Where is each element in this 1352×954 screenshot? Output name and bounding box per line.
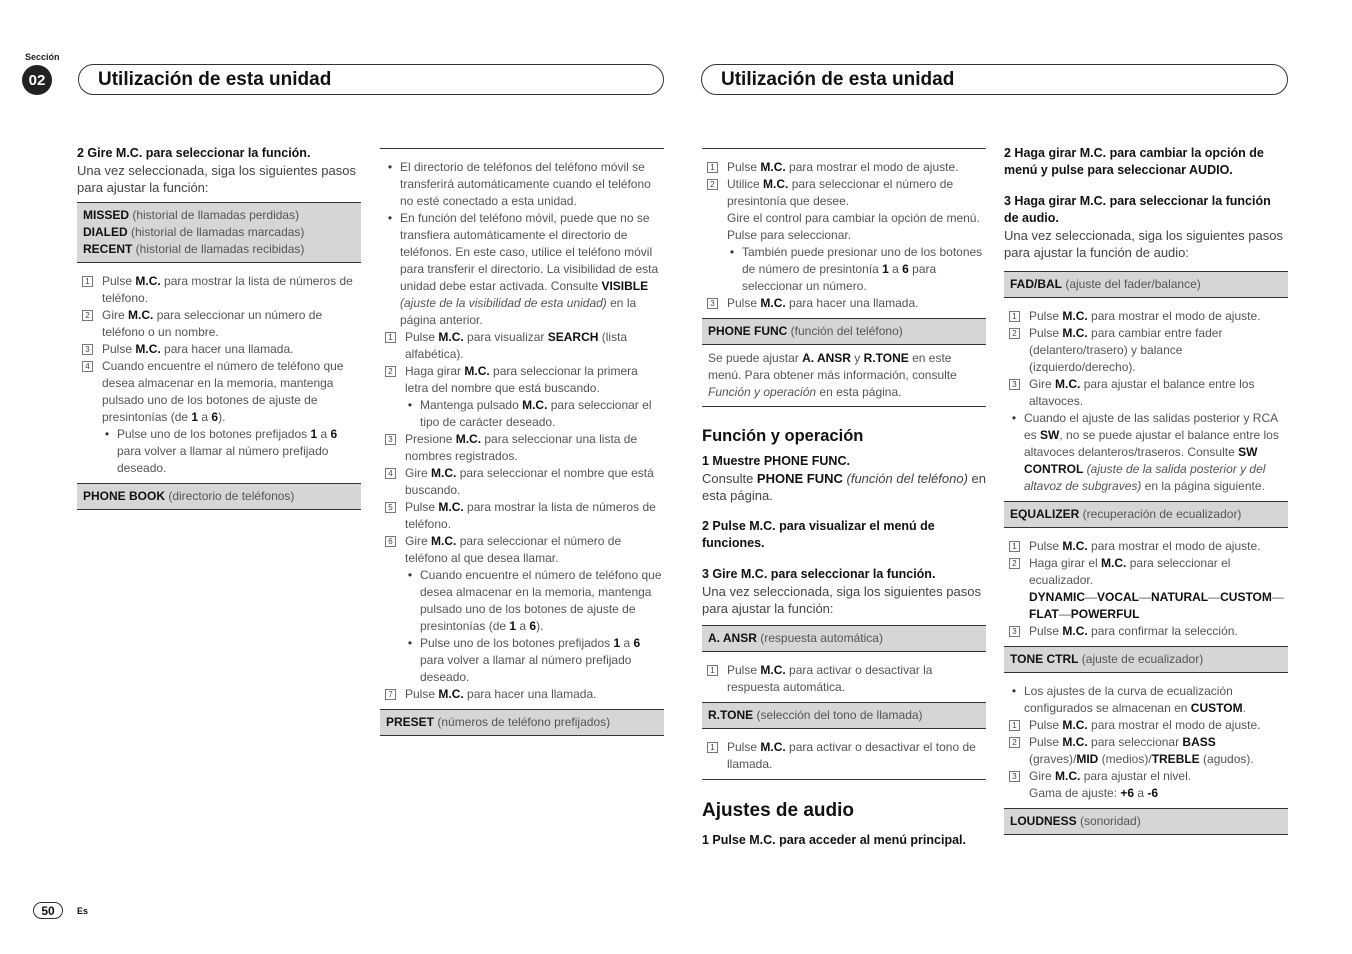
funcion-operacion-heading: Función y operación [702, 427, 864, 445]
preset-box: PRESET (números de teléfono prefijados) [380, 709, 664, 736]
list-item: 3 Pulse M.C. para hacer una llamada. [702, 295, 986, 312]
bullet-item: • Los ajustes de la curva de ecualización configurados se almacenan en CUSTOM. [1011, 684, 1246, 715]
step-2-text: Una vez seleccionada, siga los siguientes pasos para ajustar la función: [77, 163, 356, 195]
list-item: 1 Pulse M.C. para mostrar la lista de números de teléfono. [77, 273, 361, 307]
left-page-title: Utilización de esta unidad [78, 64, 664, 95]
bullet-item: • Mantenga pulsado M.C. para seleccionar el tipo de carácter deseado. [407, 398, 652, 429]
fad-bal-box: FAD/BAL (ajuste del fader/balance) [1004, 271, 1288, 298]
phone-book-box: PHONE BOOK (directorio de teléfonos) [77, 483, 361, 510]
list-item: 2 Pulse M.C. para seleccionar BASS (graves)/MID (medios)/TREBLE (agudos). [1004, 734, 1288, 768]
list-item: 2 Haga girar el M.C. para seleccionar el ecualizador. DYNAMIC—VOCAL—NATURAL—CUSTOM—FLAT—POWERFUL [1004, 555, 1288, 623]
a-step-1-heading: 1 Pulse M.C. para acceder al menú principal. [702, 833, 966, 847]
list-item: 1 Pulse M.C. para activar o desactivar el tono de llamada. [702, 739, 986, 773]
bullet-item: • Pulse uno de los botones prefijados 1 a 6 para volver a llamar al número prefijado deseado. [104, 427, 338, 475]
step-3-heading: 3 Haga girar M.C. para seleccionar la función de audio. [1004, 194, 1271, 225]
section-label: Sección [25, 52, 60, 62]
column-3 [702, 148, 986, 849]
f-step-3-text: Una vez seleccionada, siga los siguientes pasos para ajustar la función: [702, 584, 981, 616]
list-item: 2 Utilice M.C. para seleccionar el número de presintonía que desee. Gire el control para cambiar la opción de menú. Pulse para seleccionar. [702, 176, 986, 244]
list-item: 2 Pulse M.C. para cambiar entre fader (delantero/trasero) y balance (izquierdo/derecho). [1004, 325, 1288, 376]
bullet-item: • El directorio de teléfonos del teléfono móvil se transferirá automáticamente cuando el teléfono no esté conectado a esta unidad. [387, 160, 651, 208]
r-tone-box: R.TONE (selección del tono de llamada) [702, 702, 986, 729]
ajustes-audio-heading: Ajustes de audio [702, 800, 855, 821]
mode-missed: MISSED (historial de llamadas perdidas) [83, 208, 300, 222]
list-item: 3 Gire M.C. para ajustar el balance entre los altavoces. [1004, 376, 1288, 410]
mode-dialed: DIALED (historial de llamadas marcadas) [83, 225, 305, 239]
f-step-3-heading: 3 Gire M.C. para seleccionar la función. [702, 567, 936, 581]
list-item: 3 Gire M.C. para ajustar el nivel. Gama de ajuste: +6 a -6 [1004, 768, 1288, 802]
function-modes-box [77, 202, 361, 263]
phone-func-box: PHONE FUNC (función del teléfono) [702, 318, 986, 345]
list-item: 4 Gire M.C. para seleccionar el nombre que está buscando. [380, 465, 664, 499]
f-step-2-heading: 2 Pulse M.C. para visualizar el menú de funciones. [702, 519, 935, 550]
list-item: 4 Cuando encuentre el número de teléfono que desea almacenar en la memoria, mantenga pulsado uno de los botones de ajuste de presintonías (de 1 a 6). [77, 358, 361, 426]
list-item: 1 Pulse M.C. para mostrar el modo de ajuste. [702, 159, 986, 176]
loudness-box: LOUDNESS (sonoridad) [1004, 808, 1288, 835]
list-item: 6 Gire M.C. para seleccionar el número de teléfono al que desea llamar. [380, 533, 664, 567]
right-page-title: Utilización de esta unidad [701, 64, 1288, 95]
bullet-item: • Pulse uno de los botones prefijados 1 a 6 para volver a llamar al número prefijado deseado. [407, 636, 641, 684]
bullet-item: • También puede presionar uno de los botones de número de presintonía 1 a 6 para seleccionar un número. [729, 245, 983, 293]
step-2-heading: 2 Haga girar M.C. para cambiar la opción de menú y pulse para seleccionar AUDIO. [1004, 146, 1264, 177]
column-1 [77, 145, 361, 510]
list-item: 2 Gire M.C. para seleccionar un número de teléfono o un nombre. [77, 307, 361, 341]
list-item: 1 Pulse M.C. para activar o desactivar la respuesta automática. [702, 662, 986, 696]
step-2-heading: 2 Gire M.C. para seleccionar la función. [77, 146, 311, 160]
list-item: 2 Haga girar M.C. para seleccionar la primera letra del nombre que está buscando. [380, 363, 664, 397]
list-item: 3 Presione M.C. para seleccionar una lista de nombres registrados. [380, 431, 664, 465]
column-4 [1004, 145, 1288, 835]
list-item: 3 Pulse M.C. para confirmar la selección. [1004, 623, 1288, 640]
f-step-1-text: Consulte PHONE FUNC (función del teléfono) en esta página. [702, 471, 986, 503]
a-ansr-box: A. ANSR (respuesta automática) [702, 625, 986, 652]
bullet-item: • En función del teléfono móvil, puede que no se transfiera automáticamente el directorio de teléfonos. En este caso, utilice el teléfono móvil para transferir el directorio. La visibilidad de esta unidad debe estar activada. Consulte VISIBLE (ajuste de la visibilidad de esta unidad) en la página anterior. [387, 211, 659, 327]
list-item: 1 Pulse M.C. para mostrar el modo de ajuste. [1004, 308, 1288, 325]
list-item: 7 Pulse M.C. para hacer una llamada. [380, 686, 664, 703]
section-number-badge: 02 [22, 65, 52, 95]
language-code: Es [77, 906, 89, 916]
tone-ctrl-box: TONE CTRL (ajuste de ecualizador) [1004, 646, 1288, 673]
column-2 [380, 148, 664, 736]
list-item: 5 Pulse M.C. para mostrar la lista de números de teléfono. [380, 499, 664, 533]
list-item: 1 Pulse M.C. para visualizar SEARCH (lista alfabética). [380, 329, 664, 363]
mode-recent: RECENT (historial de llamadas recibidas) [83, 242, 305, 256]
page-number: 50 [33, 902, 63, 919]
phone-func-note: Se puede ajustar A. ANSR y R.TONE en este menú. Para obtener más información, consulte Función y operación en esta página. [702, 345, 986, 407]
list-item: 1 Pulse M.C. para mostrar el modo de ajuste. [1004, 717, 1288, 734]
bullet-item: • Cuando el ajuste de las salidas posterior y RCA es SW, no se puede ajustar el balance entre los altavoces delanteros/traseros. Consulte SW CONTROL (ajuste de la salida posterior y del altavoz de subgraves) en la página siguiente. [1011, 411, 1279, 493]
step-3-text: Una vez seleccionada, siga los siguientes pasos para ajustar la función de audio: [1004, 228, 1283, 260]
equalizer-box: EQUALIZER (recuperación de ecualizador) [1004, 501, 1288, 528]
list-item: 1 Pulse M.C. para mostrar el modo de ajuste. [1004, 538, 1288, 555]
bullet-item: • Cuando encuentre el número de teléfono que desea almacenar en la memoria, mantenga pulsado uno de los botones de ajuste de presintonías (de 1 a 6). [407, 568, 662, 633]
list-item: 3 Pulse M.C. para hacer una llamada. [77, 341, 361, 358]
f-step-1-heading: 1 Muestre PHONE FUNC. [702, 454, 850, 468]
